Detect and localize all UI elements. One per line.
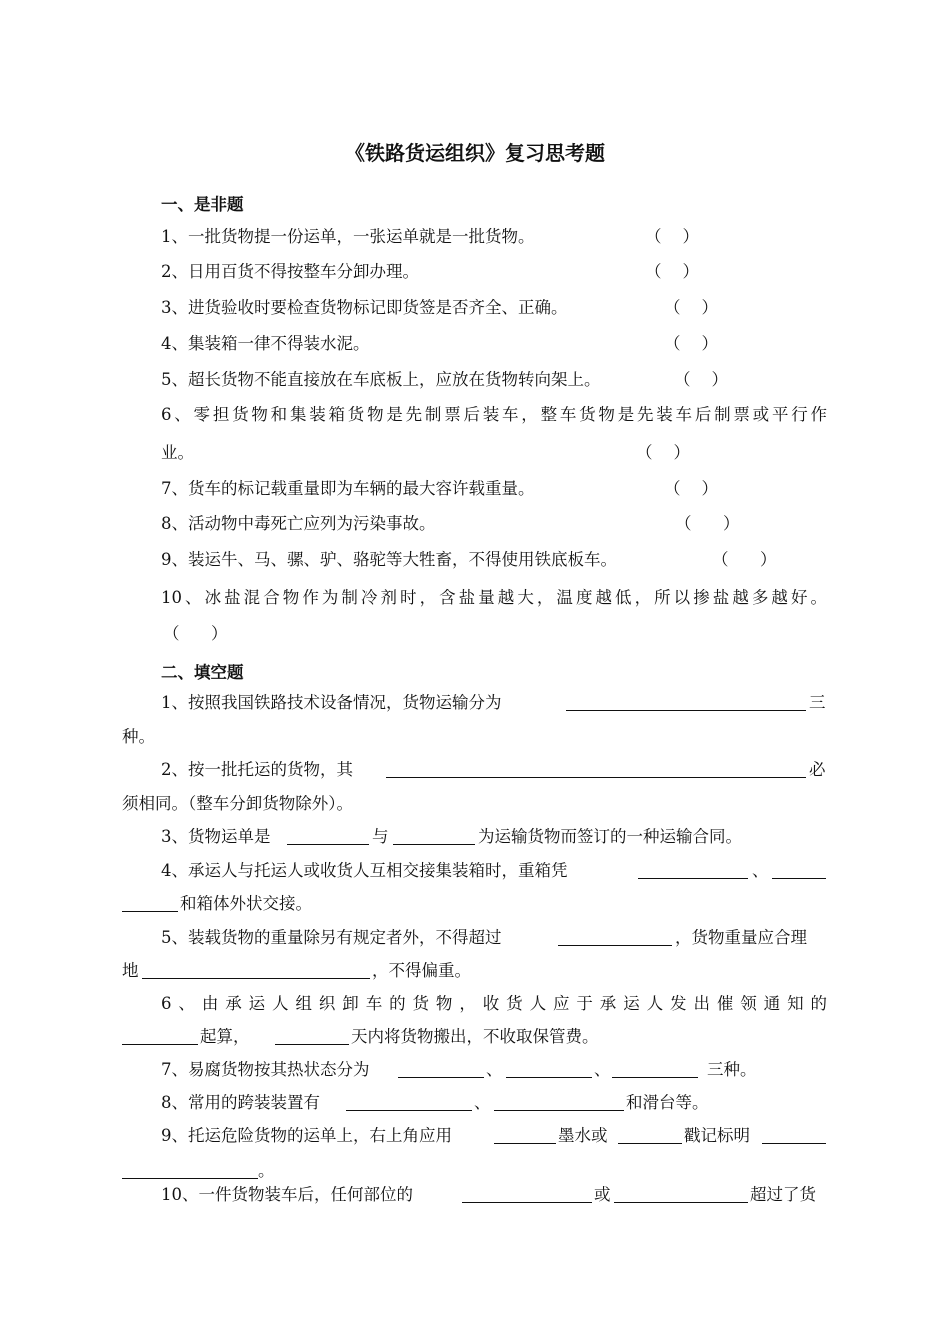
question-3-text: 3、进货验收时要检查货物标记即货签是否齐全、正确。 (161, 298, 568, 317)
fill-blank-8a[interactable] (346, 1094, 472, 1111)
fill-question-5-mid: ，货物重量应合理 (675, 928, 807, 947)
fill-question-5-text: 5、装载货物的重量除另有规定者外，不得超过 (161, 928, 502, 947)
fill-blank-7c[interactable] (612, 1061, 698, 1078)
fill-blank-2[interactable] (386, 761, 806, 778)
fill-question-10-text: 10、一件货物装车后，任何部位的 (161, 1185, 413, 1204)
answer-paren-10: （ ） (163, 624, 228, 643)
fill-question-9-end: 。 (258, 1161, 275, 1180)
fill-blank-1[interactable] (566, 694, 806, 711)
answer-paren-9: （ ） (712, 550, 777, 569)
question-2-text: 2、日用百货不得按整车分卸办理。 (161, 262, 419, 281)
fill-question-9-text: 9、托运危险货物的运单上，右上角应用 (161, 1126, 452, 1145)
answer-paren-4: （ ） (664, 334, 718, 353)
section-heading-fill-blank: 二、填空题 (161, 663, 244, 682)
fill-blank-4a[interactable] (638, 862, 748, 879)
answer-paren-5: （ ） (674, 370, 728, 389)
fill-question-8-text: 8、常用的跨装装置有 (161, 1093, 320, 1112)
fill-question-1-text: 1、按照我国铁路技术设备情况，货物运输分为 (161, 693, 502, 712)
fill-question-7-sep2: 、 (594, 1060, 611, 1079)
fill-question-10-mid: 或 (594, 1185, 611, 1204)
fill-question-7-sep1: 、 (486, 1060, 503, 1079)
fill-question-6-end: 天内将货物搬出，不收取保管费。 (351, 1027, 599, 1046)
fill-blank-5b[interactable] (142, 962, 370, 979)
question-1-text: 1、一批货物提一份运单，一张运单就是一批货物。 (161, 227, 535, 246)
fill-blank-9b[interactable] (618, 1127, 682, 1144)
section-heading-true-false: 一、是非题 (161, 195, 244, 214)
question-6-continuation: 业。 (161, 443, 194, 462)
fill-question-5-end: ，不得偏重。 (372, 961, 471, 980)
answer-paren-7: （ ） (664, 479, 718, 498)
fill-question-1-cont: 种。 (122, 727, 155, 746)
fill-question-9-mid1: 墨水或 (558, 1126, 608, 1145)
answer-paren-1: （ ） (645, 227, 699, 246)
question-6-text: 6、零担货物和集装箱货物是先制票后装车，整车货物是先装车后制票或平行作 (161, 405, 827, 424)
question-10-text: 10、冰盐混合物作为制冷剂时，含盐量越大，温度越低，所以掺盐越多越好。 (161, 588, 827, 607)
fill-blank-5a[interactable] (558, 929, 672, 946)
fill-blank-10b[interactable] (614, 1186, 748, 1203)
fill-question-7-end: 三种。 (707, 1060, 757, 1079)
fill-question-7-text: 7、易腐货物按其热状态分为 (161, 1060, 370, 1079)
question-5-text: 5、超长货物不能直接放在车底板上，应放在货物转向架上。 (161, 370, 601, 389)
fill-question-2-cont: 须相同。（整车分卸货物除外）。 (122, 794, 353, 813)
fill-blank-3b[interactable] (393, 828, 475, 845)
fill-question-10-end: 超过了货 (750, 1185, 816, 1204)
answer-paren-8: （ ） (675, 514, 740, 533)
fill-question-4-end: 和箱体外状交接。 (180, 894, 312, 913)
fill-question-4-text: 4、承运人与托运人或收货人互相交接集装箱时，重箱凭 (161, 861, 568, 880)
question-9-text: 9、装运牛、马、骡、驴、骆驼等大牲畜，不得使用铁底板车。 (161, 550, 617, 569)
page-title: 《铁路货运组织》复习思考题 (345, 141, 605, 165)
fill-blank-8b[interactable] (494, 1094, 624, 1111)
fill-blank-3a[interactable] (287, 828, 369, 845)
fill-question-2-suffix: 必 (809, 760, 826, 779)
fill-question-6-mid: 起算， (200, 1027, 250, 1046)
fill-question-8-end: 和滑台等。 (626, 1093, 709, 1112)
fill-question-6-text: 6、由承运人组织卸车的货物，收货人应于承运人发出催领通知的 (161, 994, 827, 1013)
fill-question-5-cont: 地 (122, 961, 139, 980)
fill-blank-7a[interactable] (398, 1061, 484, 1078)
fill-blank-9c-cont[interactable] (122, 1162, 258, 1179)
fill-question-2-text: 2、按一批托运的货物，其 (161, 760, 353, 779)
fill-blank-10a[interactable] (462, 1186, 592, 1203)
fill-question-4-mid: 、 (752, 861, 769, 880)
fill-blank-9a[interactable] (494, 1127, 556, 1144)
answer-paren-6: （ ） (636, 443, 690, 462)
fill-blank-6a[interactable] (122, 1028, 198, 1045)
fill-blank-6b[interactable] (275, 1028, 349, 1045)
question-8-text: 8、活动物中毒死亡应列为污染事故。 (161, 514, 436, 533)
fill-blank-9c[interactable] (762, 1127, 826, 1144)
question-7-text: 7、货车的标记载重量即为车辆的最大容许载重量。 (161, 479, 535, 498)
fill-question-3-end: 为运输货物而签订的一种运输合同。 (478, 827, 742, 846)
fill-question-3-text: 3、货物运单是 (161, 827, 271, 846)
fill-question-3-mid: 与 (372, 827, 389, 846)
fill-question-1-suffix: 三 (809, 693, 826, 712)
fill-blank-7b[interactable] (506, 1061, 592, 1078)
fill-question-8-sep: 、 (474, 1093, 491, 1112)
fill-blank-4b-cont[interactable] (122, 895, 178, 912)
answer-paren-3: （ ） (664, 298, 718, 317)
answer-paren-2: （ ） (645, 262, 699, 281)
question-4-text: 4、集装箱一律不得装水泥。 (161, 334, 370, 353)
fill-blank-4b[interactable] (772, 862, 826, 879)
fill-question-9-mid2: 戳记标明 (684, 1126, 750, 1145)
